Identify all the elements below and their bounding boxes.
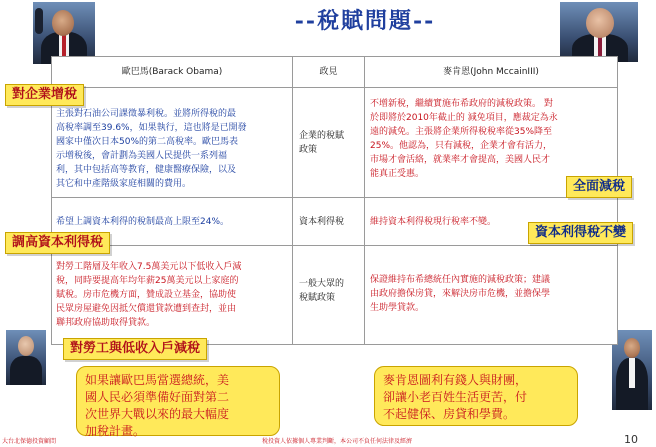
row-3-obama: 對勞工階層及年收入7.5萬美元以下低收入戶減 稅，同時要提高年均年薪25萬美元以上家庭的 賦稅。房市危機方面，贊成設立基金，協助使 民眾房屋避免因抵欠償還貸款遭到查封，並由 聯邦政府協助取得貸款。 bbox=[56, 262, 242, 328]
tag-corporate-tax-increase: 對企業增稅 bbox=[5, 84, 84, 106]
row-2-obama: 希望上調資本利得的稅制最高上限至24%。 bbox=[56, 217, 230, 227]
header-policy: 政見 bbox=[319, 67, 338, 77]
header-mccain: 麥肯恩(John MccainIII) bbox=[443, 67, 539, 77]
obama-photo-bottom bbox=[612, 330, 652, 410]
row-1-obama: 主張對石油公司課徵暴利稅。並將所得稅的最 高稅率調至39.6%，如果執行，這也將是已開發 國家中僅次日本50%的第二高稅率。歐巴馬表 示增稅後，會計劃為美國人民提供一系列福 利，其中包括高等教育，健康醫療保險，以及 其它和中產階級家庭相關的費用。 bbox=[56, 109, 247, 189]
bubble-mccain-criticism: 麥肯恩圖利有錢人與財團， 卻讓小老百姓生活更苦，付 不起健保、房貸和學費。 bbox=[374, 366, 578, 426]
tag-labor-tax-cut: 對勞工與低收入戶減稅 bbox=[63, 338, 207, 360]
footer-left: 大台北保德投資顧問 bbox=[2, 438, 57, 445]
obama-photo bbox=[33, 2, 95, 64]
row-1-mccain: 不增新稅，繼續實施布希政府的減稅政策。 對 於即將於2010年截止的 減免項目，應裁定為永 遠的減免。主張將企業所得稅稅率從35%降至 25%。他認為，只有減稅，企業才會有活力， 市場才會活絡，就業率才會提高，美國人民才 能真正受惠。 bbox=[370, 99, 558, 179]
bubble-obama-warning: 如果讓歐巴馬當選總統，美 國人民必須準備好面對第二 次世界大戰以來的最大幅度 加稅計畫。 bbox=[76, 366, 280, 436]
page-title: --稅賦問題-- bbox=[294, 8, 436, 34]
footer bbox=[0, 437, 656, 447]
row-2-mccain: 維持資本利得稅現行稅率不變。 bbox=[370, 217, 497, 227]
header-obama: 歐巴馬(Barack Obama) bbox=[121, 67, 223, 77]
mccain-photo bbox=[560, 2, 638, 62]
obama-photo-small bbox=[6, 330, 46, 385]
row-3-mccain: 保證維持布希總統任內實施的減稅政策；建議 由政府擔保房貸，來解決房市危機，並擔保學 生助學貸款。 bbox=[370, 275, 551, 313]
row-2-policy: 資本利得稅 bbox=[299, 217, 345, 227]
tag-full-tax-cut: 全面減稅 bbox=[566, 176, 632, 198]
row-1-policy: 企業的稅賦 政策 bbox=[299, 131, 345, 155]
row-3-policy: 一般大眾的 稅賦政策 bbox=[299, 279, 345, 303]
comparison-table bbox=[51, 56, 618, 345]
page-number: 10 bbox=[624, 433, 638, 446]
tag-capital-gains-unchanged: 資本利得稅不變 bbox=[528, 222, 633, 244]
footer-disclaimer: 稅投資人依據個人專業判斷，本公司不負任何法律及經濟 bbox=[262, 438, 413, 445]
tag-raise-capital-gains: 調高資本利得稅 bbox=[5, 232, 110, 254]
